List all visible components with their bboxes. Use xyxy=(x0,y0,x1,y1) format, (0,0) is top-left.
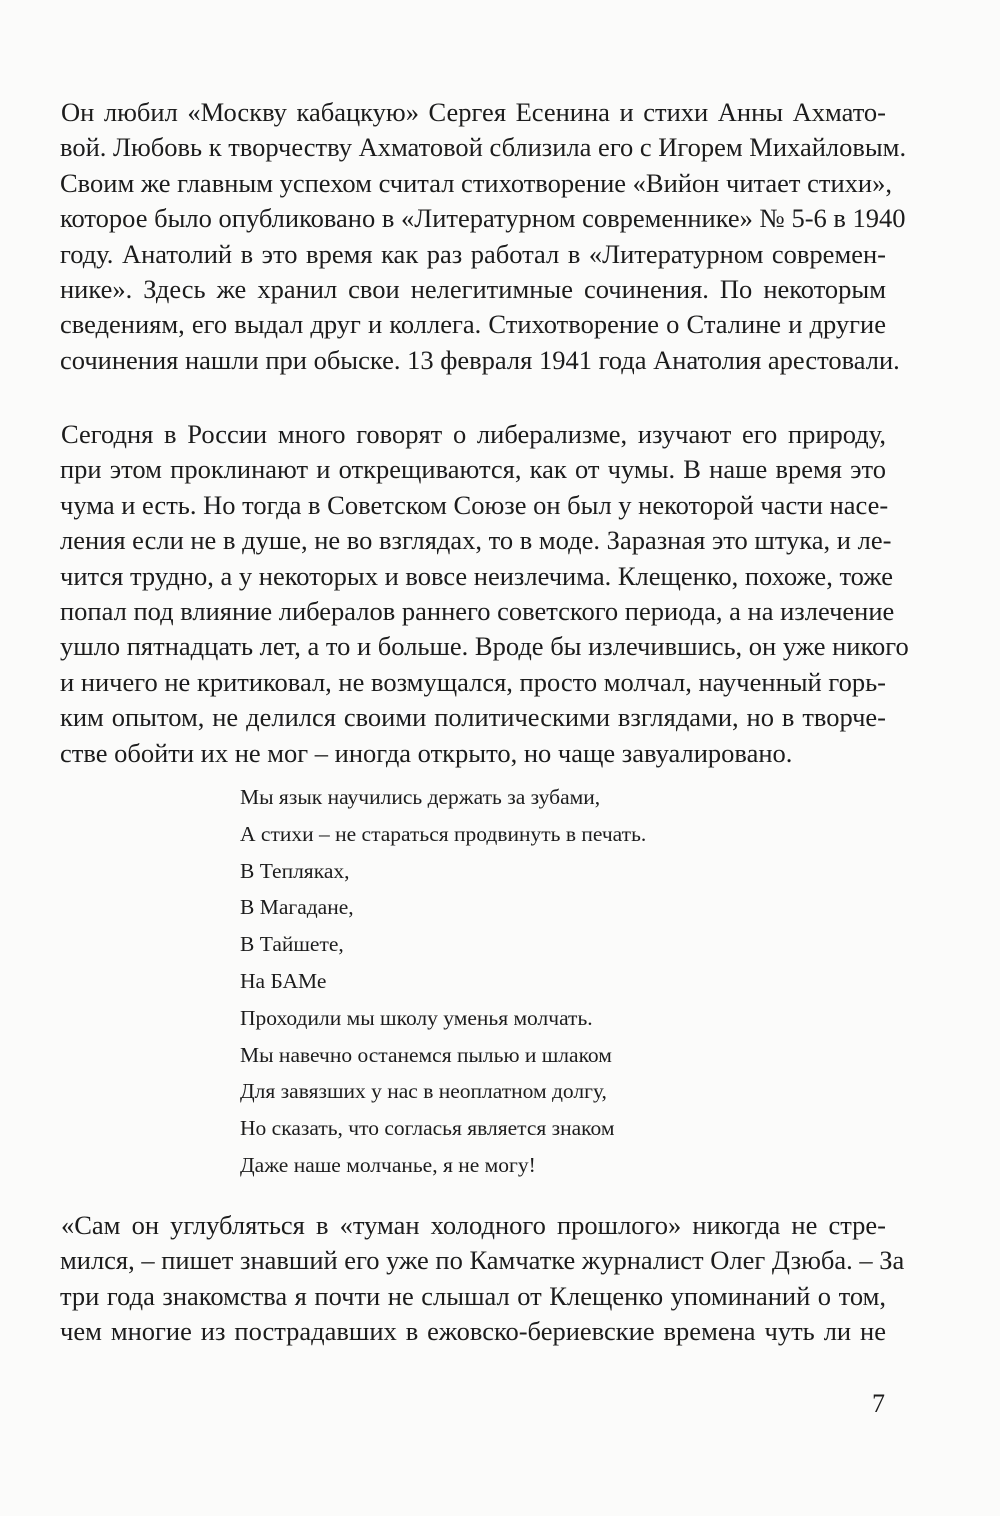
poem-verse: Для завязших у нас в неоплатном долгу, xyxy=(240,1079,607,1104)
poem-verse: А стихи – не стараться продвинуть в печать. xyxy=(240,821,647,846)
text-line: и ничего не критиковал, не возмущался, просто молчал, наученный горь- xyxy=(60,666,886,697)
text-line: попал под влияние либералов раннего советского периода, а на излечение xyxy=(60,596,895,627)
text-line: ушло пятнадцать лет, а то и больше. Вроде бы излечившись, он уже никого xyxy=(60,631,909,662)
text-line: при этом проклинают и открещиваются, как от чумы. В наше время это xyxy=(60,454,886,485)
text-line: нике». Здесь же хранил свои нелегитимные сочинения. По некоторым xyxy=(60,274,886,305)
poem-verse: Даже наше молчанье, я не могу! xyxy=(240,1152,536,1177)
text-line: Сегодня в России много говорят о либерализме, изучают его природу, xyxy=(61,419,886,449)
text-line: году. Анатолий в это время как раз работал в «Литературном современ- xyxy=(60,238,886,269)
paragraph-3 xyxy=(60,1208,905,1350)
poem-verse: В Тепляках, xyxy=(240,858,350,883)
text-line: чума и есть. Но тогда в Советском Союзе он был у некоторой части насе- xyxy=(60,489,889,520)
text-line: мился, – пишет знавший его уже по Камчатке журналист Олег Дзюба. – За xyxy=(60,1245,905,1276)
page-number: 7 xyxy=(872,1389,885,1418)
poem-verse: Мы язык научились держать за зубами, xyxy=(240,785,601,809)
text-line: чится трудно, а у некоторых и вовсе неизлечима. Клещенко, похоже, тоже xyxy=(60,560,893,591)
paragraph-1 xyxy=(60,95,907,378)
poem-verse: Но сказать, что согласья является знаком xyxy=(240,1116,615,1141)
poem-verse: Проходили мы школу уменья молчать. xyxy=(240,1005,593,1030)
text-line: «Сам он углубляться в «туман холодного прошлого» никогда не стре- xyxy=(61,1210,886,1240)
poem-verse: В Тайшете, xyxy=(240,932,344,957)
poem-verse: Мы навечно останемся пылью и шлаком xyxy=(240,1042,612,1067)
text-line: ким опытом, не делился своими политическими взглядами, но в творче- xyxy=(60,702,886,733)
poem-verse: На БАМе xyxy=(240,968,327,993)
text-line: чем многие из пострадавших в ежовско-бериевские времена чуть ли не xyxy=(60,1316,886,1347)
poem xyxy=(240,779,646,1184)
text-line: которое было опубликовано в «Литературном современнике» № 5-6 в 1940 xyxy=(60,203,906,234)
paragraph-2 xyxy=(60,417,909,771)
text-line: три года знакомства я почти не слышал от Клещенко упоминаний о том, xyxy=(60,1280,886,1311)
text-line: вой. Любовь к творчеству Ахматовой сблизила его с Игорем Михайловым. xyxy=(60,132,907,163)
text-line: ления если не в душе, не во взглядах, то в моде. Заразная это штука, и ле- xyxy=(60,525,892,556)
text-line: сочинения нашли при обыске. 13 февраля 1941 года Анатолия арестовали. xyxy=(60,344,900,375)
text-line: Он любил «Москву кабацкую» Сергея Есенина и стихи Анны Ахмато- xyxy=(61,97,886,127)
text-line: стве обойти их не мог – иногда открыто, но чаще завуалировано. xyxy=(60,737,793,768)
text-line: сведениям, его выдал друг и коллега. Стихотворение о Сталине и другие xyxy=(60,309,886,340)
text-line: Своим же главным успехом считал стихотворение «Вийон читает стихи», xyxy=(60,167,892,198)
poem-verse: В Магадане, xyxy=(240,895,354,920)
